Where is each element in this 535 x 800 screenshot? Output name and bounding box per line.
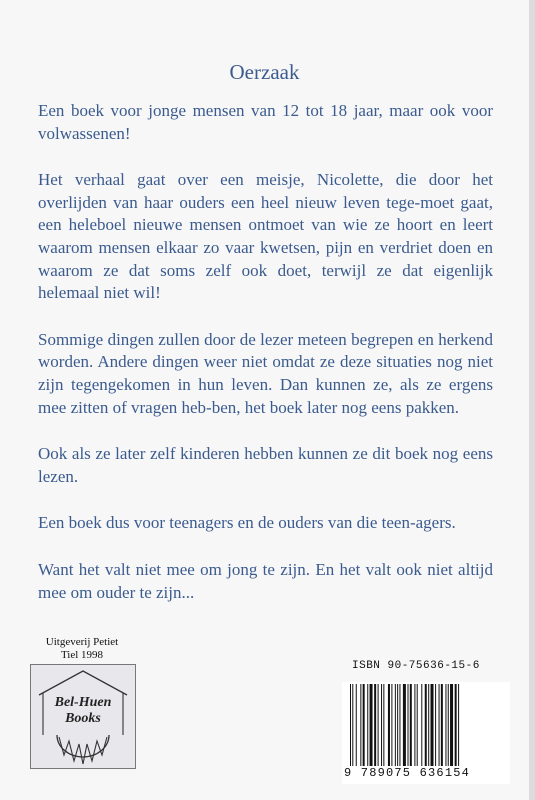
barcode-bars (348, 684, 504, 766)
blurb-paragraph: Want het valt niet mee om jong te zijn. En het valt ook niet altijd mee om ouder te zijn... (38, 559, 493, 602)
blurb-paragraph: Een boek dus voor teenagers en de ouders van die teen-agers. (38, 513, 456, 533)
blurb-paragraph: Sommige dingen zullen door de lezer meteen begrepen en herkend worden. Andere dingen weer niet omdat ze deze situaties nog niet zijn tegengekomen in hun leven. Dan kunnen ze, als ze ergens mee zitten of vragen heb-ben, het boek later nog eens pakken. (38, 329, 493, 417)
publisher-info (30, 636, 134, 662)
logo-text-line2: Books (65, 711, 101, 726)
publisher-place-year: Tiel 1998 (60, 649, 104, 661)
isbn-label: ISBN 90-75636-15-6 (352, 660, 480, 672)
blurb-paragraph: Het verhaal gaat over een meisje, Nicolette, die door het overlijden van haar ouders een heel nieuw leven tege-moet gaat, een heleboel nieuwe mensen ontmoet van wie ze hoort en leert waarom mensen elkaar zo vaar kwetsen, pijn en verdriet doen en waarom ze dat soms zelf ook doet, terwijl ze dat eigenlijk helemaal niet wil! (38, 170, 493, 303)
blurb-paragraph: Ook als ze later zelf kinderen hebben kunnen ze dit boek nog eens lezen. (38, 444, 493, 486)
barcode (342, 682, 510, 784)
logo-text-line1: Bel-Huen (54, 695, 112, 710)
blurb-text (38, 100, 493, 628)
book-title: Oerzaak (229, 60, 300, 84)
barcode-number: 9 789075 636154 (344, 766, 471, 780)
publisher-name: Uitgeverij Petiet (45, 636, 119, 648)
publisher-logo (30, 664, 136, 769)
blurb-paragraph: Een boek voor jonge mensen van 12 tot 18 jaar, maar ook voor volwassenen! (38, 101, 493, 143)
